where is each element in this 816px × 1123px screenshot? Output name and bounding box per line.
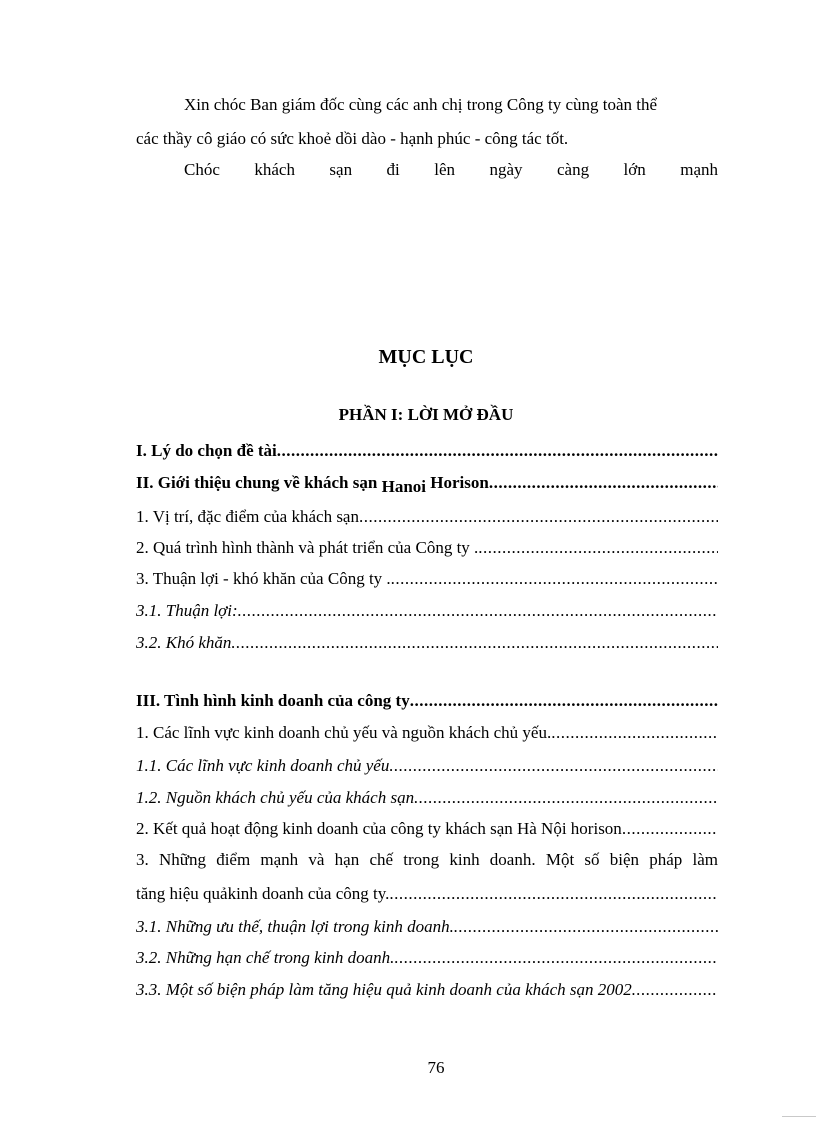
- toc-entry[interactable]: [136, 472, 718, 494]
- toc-entry[interactable]: [136, 883, 718, 905]
- toc-entry[interactable]: [136, 600, 718, 622]
- toc-entry-text: 3.3. Một số biện pháp làm tăng hiệu quả kinh doanh của khách sạn 2002: [136, 980, 632, 999]
- toc-leader-dots: [389, 755, 718, 777]
- toc-leader-dots: [389, 883, 718, 905]
- intro-line-1: Xin chóc Ban giám đốc cùng các anh chị trong Công ty cùng toàn thể: [184, 95, 658, 114]
- toc-entry-text-part: Horison: [426, 473, 489, 492]
- toc-entry-text: 2. Quá trình hình thành và phát triển của Công ty .: [136, 538, 479, 557]
- toc-entry-text: [136, 472, 489, 494]
- toc-leader-dots: [478, 537, 718, 559]
- toc-entry[interactable]: [136, 440, 718, 462]
- toc-entry[interactable]: [136, 947, 718, 969]
- intro-line-2: các thầy cô giáo có sức khoẻ dồi dào - hạnh phúc - công tác tốt.: [136, 129, 569, 148]
- toc-entry-text-part: Hanoi: [381, 477, 426, 494]
- part-title: PHẦN I: LỜI MỞ ĐẦU: [338, 405, 514, 424]
- toc-entry[interactable]: [136, 916, 718, 938]
- toc-entry-text-part: II. Giới thiệu chung về khách sạn: [136, 473, 382, 492]
- toc-entry[interactable]: [136, 690, 718, 712]
- page-number: 76: [427, 1058, 445, 1077]
- toc-leader-dots: [414, 787, 718, 809]
- toc-leader-dots: [391, 568, 718, 590]
- toc-leader-dots: [454, 916, 718, 938]
- toc-entry-text: 1.2. Nguồn khách chủ yếu của khách sạn: [136, 788, 415, 807]
- intro-line-3: Chóc khách sạn đi lên ngày càng lớn mạnh: [184, 160, 718, 179]
- toc-entry-line[interactable]: 3. Những điểm mạnh và hạn chế trong kinh doanh. Một số biện pháp làm: [136, 850, 718, 869]
- toc-title: MỤC LỤC: [378, 346, 474, 368]
- toc-entry-text: 3.1. Thuận lợi:: [136, 601, 238, 620]
- toc-leader-dots: [551, 722, 718, 744]
- toc-leader-dots: [622, 818, 718, 840]
- toc-entry[interactable]: [136, 632, 718, 654]
- toc-leader-dots: [231, 632, 718, 654]
- toc-leader-dots: [632, 979, 718, 1001]
- toc-entry-text: 3.1. Những ưu thế, thuận lợi trong kinh doanh.: [136, 917, 454, 936]
- toc-entry[interactable]: [136, 722, 718, 744]
- toc-entry[interactable]: [136, 755, 718, 777]
- toc-entry-text: 3.2. Khó khăn: [136, 633, 232, 652]
- toc-entry[interactable]: [136, 818, 718, 840]
- toc-entry-text: 1.1. Các lĩnh vực kinh doanh chủ yếu: [136, 756, 390, 775]
- toc-entry-text: 1. Vị trí, đặc điểm của khách sạn: [136, 507, 359, 526]
- toc-leader-dots: [359, 506, 718, 528]
- toc-entry[interactable]: [136, 979, 718, 1001]
- page-edge-divider: [782, 1116, 816, 1123]
- toc-entry-text: 1. Các lĩnh vực kinh doanh chủ yếu và nguồn khách chủ yếu.: [136, 723, 552, 742]
- toc-leader-dots: [238, 600, 718, 622]
- toc-entry-text: 3.2. Những hạn chế trong kinh doanh.: [136, 948, 395, 967]
- toc-entry-text: tăng hiệu quảkinh doanh của công ty.: [136, 884, 390, 903]
- toc-entry-text: III. Tình hình kinh doanh của công ty: [136, 691, 410, 710]
- toc-entry[interactable]: [136, 568, 718, 590]
- toc-entry-text: 2. Kết quả hoạt động kinh doanh của công ty khách sạn Hà Nội horison: [136, 819, 622, 838]
- toc-entry-text: I. Lý do chọn đề tài: [136, 441, 277, 460]
- toc-entry[interactable]: [136, 506, 718, 528]
- toc-entry[interactable]: [136, 787, 718, 809]
- toc-entry-text: 3. Thuận lợi - khó khăn của Công ty .: [136, 569, 391, 588]
- toc-leader-dots: [394, 947, 718, 969]
- toc-leader-dots: [489, 472, 718, 494]
- table-of-contents: [136, 0, 718, 1123]
- toc-leader-dots: [277, 440, 718, 462]
- toc-leader-dots: [410, 690, 718, 712]
- toc-entry[interactable]: [136, 537, 718, 559]
